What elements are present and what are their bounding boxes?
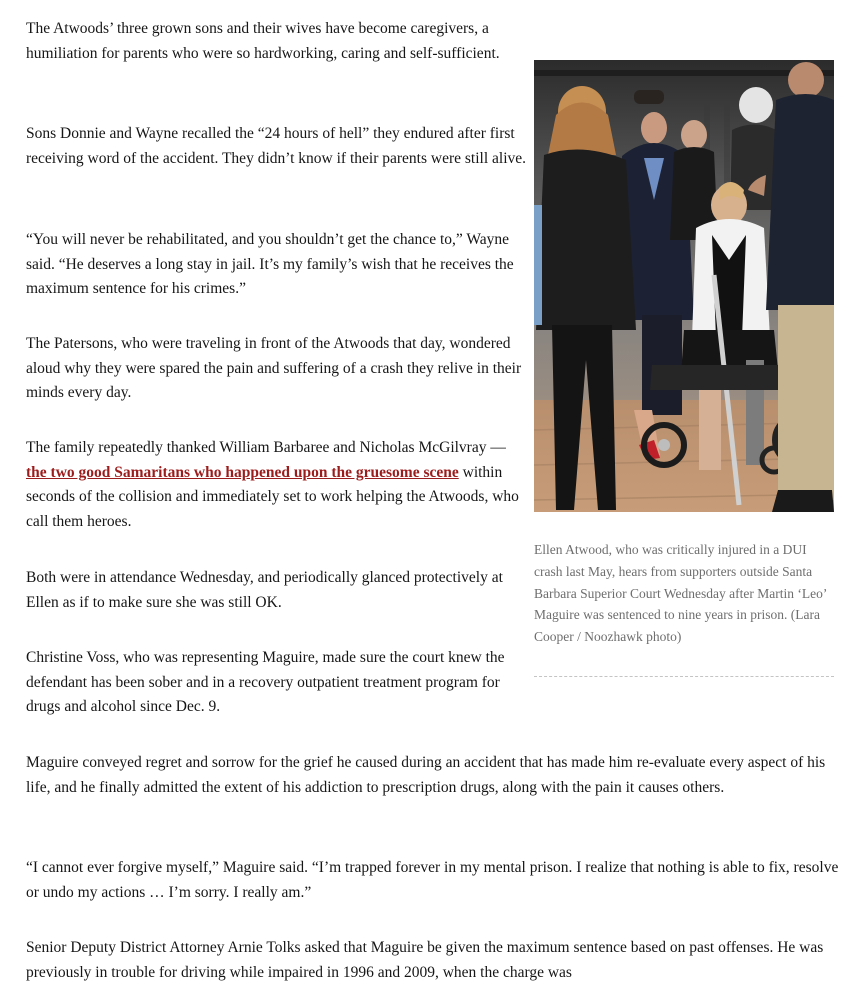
article-paragraph: Senior Deputy District Attorney Arnie Tolks asked that Maguire be given the maximum sentence based on past offenses. He was previously in trouble for driving while impaired in 1996 and 2009, when the charge was <box>26 939 824 981</box>
article-paragraph: The Patersons, who were traveling in front of the Atwoods that day, wondered aloud why they were spared the pain and suffering of a crash they relive in their minds every day. <box>26 335 522 401</box>
article-paragraph: “I cannot ever forgive myself,” Maguire said. “I’m trapped forever in my mental prison. I realize that nothing is able to fix, resolve or undo my actions … I’m sorry. I really am.” <box>26 859 839 901</box>
paragraph-text: within seconds of the collision and immediately set to work helping the Atwoods, who call them heroes. <box>26 463 519 530</box>
article-paragraph <box>26 436 526 534</box>
article-paragraph: Sons Donnie and Wayne recalled the “24 hours of hell” they endured after first receiving word of the accident. They didn’t know if their parents were still alive. <box>26 125 527 167</box>
caption-divider <box>534 676 834 677</box>
article-paragraph: Christine Voss, who was representing Maguire, made sure the court knew the defendant has been sober and in a recovery outpatient treatment program for drugs and alcohol since Dec. 9. <box>26 649 505 715</box>
good-samaritans-link[interactable]: the two good Samaritans who happened upon the gruesome scene <box>26 463 459 481</box>
article-paragraph: Both were in attendance Wednesday, and periodically glanced protectively at Ellen as if to make sure she was still OK. <box>26 569 503 611</box>
paragraph-text: The family repeatedly thanked William Barbaree and Nicholas McGilvray — <box>26 439 506 456</box>
article-paragraph: Maguire conveyed regret and sorrow for the grief he caused during an accident that has made him re-evaluate every aspect of his life, and he finally admitted the extent of his addiction to prescription drugs, along with the pain it causes others. <box>26 754 826 796</box>
article-paragraph: The Atwoods’ three grown sons and their wives have become caregivers, a humiliation for parents who were so hardworking, caring and self-sufficient. <box>26 20 500 62</box>
article-paragraph: “You will never be rehabilitated, and you shouldn’t get the chance to,” Wayne said. “He deserves a long stay in jail. It’s my family’s wish that he receives the maximum sentence for his crimes.” <box>26 231 514 297</box>
news-photo <box>534 60 834 512</box>
photo-caption: Ellen Atwood, who was critically injured in a DUI crash last May, hears from supporters outside Santa Barbara Superior Court Wednesday after Martin ‘Leo’ Maguire was sentenced to nine years in prison. (Lara Cooper / Noozhawk photo) <box>534 542 827 645</box>
